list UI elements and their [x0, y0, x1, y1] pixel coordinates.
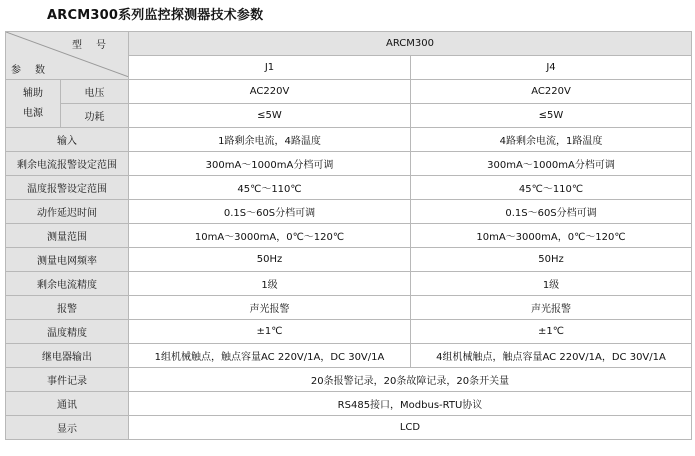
power-row [6, 104, 692, 128]
table-row [6, 128, 692, 152]
model-label: 型号 [72, 40, 120, 51]
param-label: 测量电网频率 [6, 248, 129, 272]
param-label: 通讯 [6, 392, 129, 416]
param-label: 动作延迟时间 [6, 200, 129, 224]
table-row [6, 416, 692, 440]
j1-value: 1级 [129, 272, 411, 296]
param-label: 报警 [6, 296, 129, 320]
j1-value: 声光报警 [129, 296, 411, 320]
table-row [6, 224, 692, 248]
j4-value: 声光报警 [411, 296, 692, 320]
page-title: ARCM300系列监控探测器技术参数 [47, 8, 264, 23]
table-row [6, 296, 692, 320]
table-row [6, 248, 692, 272]
shared-value: RS485接口，Modbus-RTU协议 [129, 392, 692, 416]
j4-header: J4 [411, 56, 692, 80]
param-label: 参数 [11, 65, 59, 76]
j1-value: ±1℃ [129, 320, 411, 344]
power-j4: ≤5W [411, 104, 692, 128]
j4-value: 300mA～1000mA分档可调 [411, 152, 692, 176]
header-row-1 [6, 32, 692, 56]
header-diagonal-cell [6, 32, 129, 80]
table-row [6, 272, 692, 296]
j1-value: 1组机械触点，触点容量AC 220V/1A，DC 30V/1A [129, 344, 411, 368]
spec-table [5, 31, 692, 440]
shared-value: LCD [129, 416, 692, 440]
j4-value: 10mA～3000mA，0℃～120℃ [411, 224, 692, 248]
param-label: 测量范围 [6, 224, 129, 248]
j4-value: 4路剩余电流，1路温度 [411, 128, 692, 152]
param-label: 继电器输出 [6, 344, 129, 368]
table-row [6, 344, 692, 368]
j4-value: 4组机械触点，触点容量AC 220V/1A，DC 30V/1A [411, 344, 692, 368]
j1-value: 45℃～110℃ [129, 176, 411, 200]
voltage-label: 电压 [61, 80, 129, 104]
j1-value: 50Hz [129, 248, 411, 272]
param-label: 输入 [6, 128, 129, 152]
aux-power-label: 辅助 电源 [6, 80, 61, 128]
table-row [6, 368, 692, 392]
voltage-j1: AC220V [129, 80, 411, 104]
j1-header: J1 [129, 56, 411, 80]
j4-value: 1级 [411, 272, 692, 296]
j4-value: 45℃～110℃ [411, 176, 692, 200]
voltage-row [6, 80, 692, 104]
j1-value: 1路剩余电流，4路温度 [129, 128, 411, 152]
table-row [6, 392, 692, 416]
table-row [6, 152, 692, 176]
j1-value: 10mA～3000mA，0℃～120℃ [129, 224, 411, 248]
param-label: 温度报警设定范围 [6, 176, 129, 200]
table-row [6, 176, 692, 200]
shared-value: 20条报警记录，20条故障记录，20条开关量 [129, 368, 692, 392]
power-j1: ≤5W [129, 104, 411, 128]
series-header: ARCM300 [129, 32, 692, 56]
param-label: 剩余电流报警设定范围 [6, 152, 129, 176]
j4-value: 0.1S～60S分档可调 [411, 200, 692, 224]
j1-value: 0.1S～60S分档可调 [129, 200, 411, 224]
param-label: 温度精度 [6, 320, 129, 344]
power-label: 功耗 [61, 104, 129, 128]
j1-value: 300mA～1000mA分档可调 [129, 152, 411, 176]
j4-value: ±1℃ [411, 320, 692, 344]
voltage-j4: AC220V [411, 80, 692, 104]
table-row [6, 320, 692, 344]
param-label: 事件记录 [6, 368, 129, 392]
j4-value: 50Hz [411, 248, 692, 272]
param-label: 显示 [6, 416, 129, 440]
param-label: 剩余电流精度 [6, 272, 129, 296]
table-row [6, 200, 692, 224]
